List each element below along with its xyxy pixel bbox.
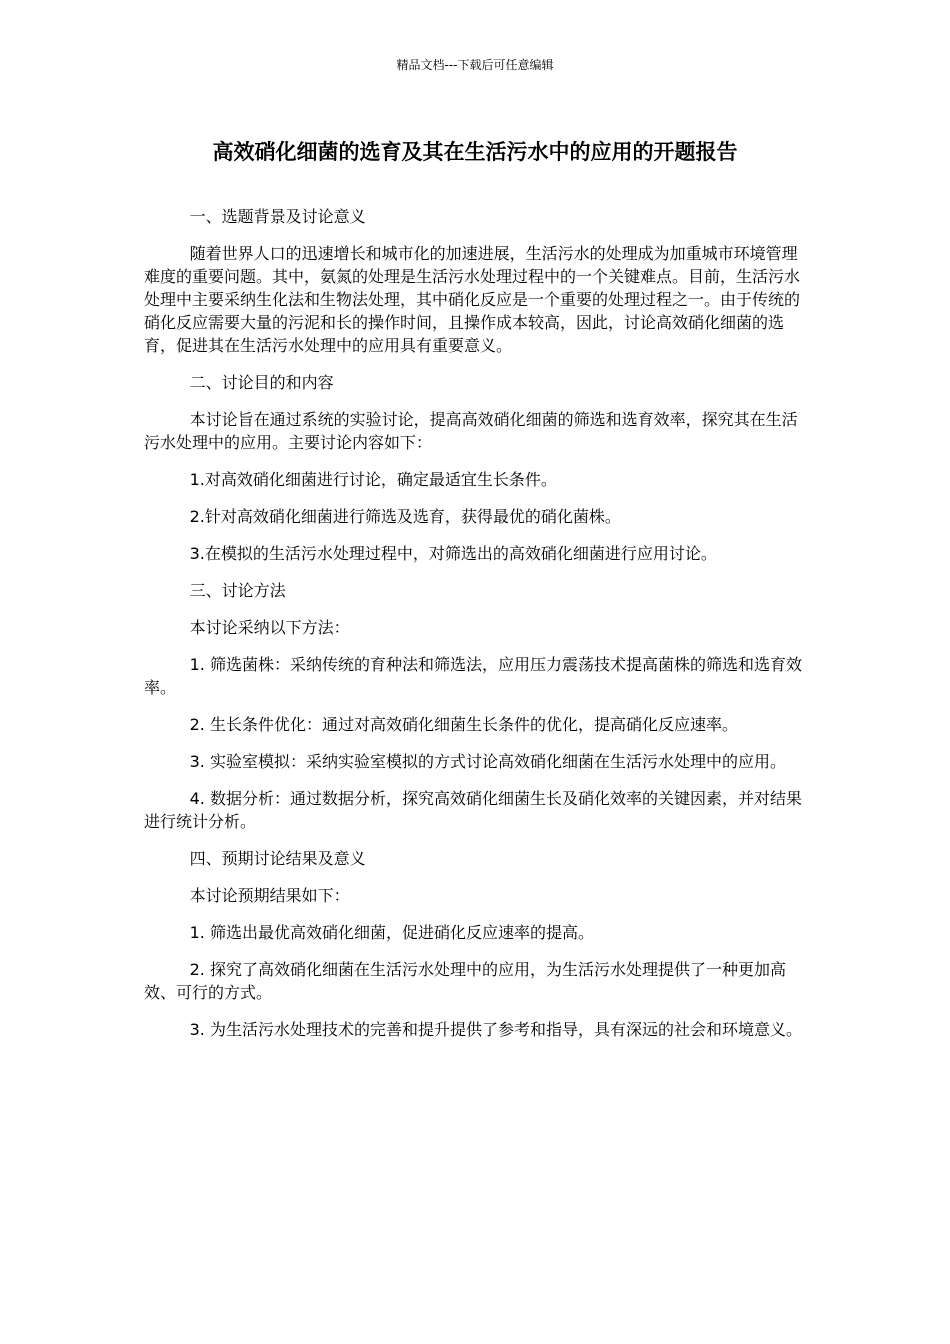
list-item-method-2: 2. 生长条件优化：通过对高效硝化细菌生长条件的优化，提高硝化反应速率。 <box>189 715 738 734</box>
section-heading-objectives: 二、讨论目的和内容 <box>189 373 334 392</box>
document-title: 高效硝化细菌的选育及其在生活污水中的应用的开题报告 <box>212 140 738 164</box>
list-item-objective-1: 1.对高效硝化细菌进行讨论，确定最适宜生长条件。 <box>189 470 557 489</box>
paragraph-methods-intro: 本讨论采纳以下方法： <box>189 618 350 637</box>
list-item-objective-2: 2.针对高效硝化细菌进行筛选及选育，获得最优的硝化菌株。 <box>189 507 621 526</box>
list-item-method-4: 4. 数据分析：通过数据分析，探究高效硝化细菌生长及硝化效率的关键因素，并对结果进行统计分析。 <box>144 789 802 831</box>
list-item-result-3: 3. 为生活污水处理技术的完善和提升提供了参考和指导，具有深远的社会和环境意义。 <box>189 1020 802 1039</box>
section-heading-results: 四、预期讨论结果及意义 <box>189 849 366 868</box>
list-item-result-2: 2. 探究了高效硝化细菌在生活污水处理中的应用，为生活污水处理提供了一种更加高效、可行的方式。 <box>144 960 786 1002</box>
paragraph-objectives-intro: 本讨论旨在通过系统的实验讨论，提高高效硝化细菌的筛选和选育效率，探究其在生活污水处理中的应用。主要讨论内容如下： <box>144 410 798 452</box>
list-item-method-3: 3. 实验室模拟：采纳实验室模拟的方式讨论高效硝化细菌在生活污水处理中的应用。 <box>189 752 786 771</box>
section-heading-background: 一、选题背景及讨论意义 <box>189 207 366 226</box>
paragraph-background: 随着世界人口的迅速增长和城市化的加速进展，生活污水的处理成为加重城市环境管理难度的重要问题。其中，氨氮的处理是生活污水处理过程中的一个关键难点。目前，生活污水处理中主要采纳生化法和生物法处理，其中硝化反应是一个重要的处理过程之一。由于传统的硝化反应需要大量的污泥和长的操作时间，且操作成本较高，因此，讨论高效硝化细菌的选育，促进其在生活污水处理中的应用具有重要意义。 <box>144 244 801 355</box>
document-body <box>144 205 806 1055</box>
list-item-method-1: 1. 筛选菌株：采纳传统的育种法和筛选法，应用压力震荡技术提高菌株的筛选和选育效率。 <box>144 655 802 697</box>
page-header-watermark: 精品文档---下载后可任意编辑 <box>396 58 554 72</box>
paragraph-results-intro: 本讨论预期结果如下： <box>189 886 350 905</box>
list-item-result-1: 1. 筛选出最优高效硝化细菌，促进硝化反应速率的提高。 <box>189 923 594 942</box>
section-heading-methods: 三、讨论方法 <box>189 581 286 600</box>
list-item-objective-3: 3.在模拟的生活污水处理过程中，对筛选出的高效硝化细菌进行应用讨论。 <box>189 544 717 563</box>
